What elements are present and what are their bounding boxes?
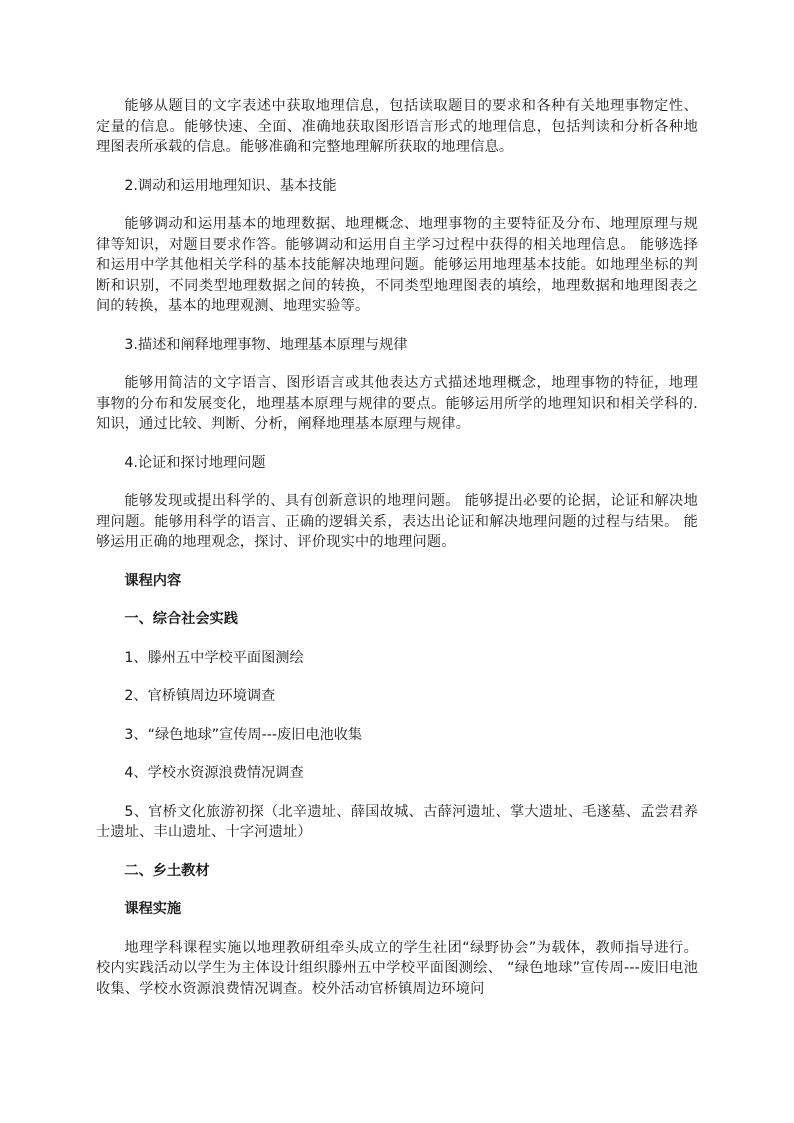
subheading-4: 4.论证和探讨地理问题 xyxy=(124,454,266,471)
paragraph-knowledge-skills: 能够调动和运用基本的地理数据、地理概念、地理事物的主要特征及分布、地理原理与规律等知识，对题目要求作答。能够调动和运用自主学习过程中获得的相关地理信息。 能够选择和运用中学其他相关学科的基本技能解决地理问题。能够运用地理基本技能。如地理坐标的判断和识别，不同类型地理数据之间的转换，不同类型地理图表的填绘，地理数据和地理图表之间的转换，基本的地理观测、地理实验等。 xyxy=(96,216,698,314)
paragraph-info-acquisition: 能够从题目的文字表述中获取地理信息，包括读取题目的要求和各种有关地理事物定性、定量的信息。能够快速、全面、准确地获取图形语言形式的地理信息，包括判读和分析各种地理图表所承载的信息。能够准确和完整地理解所获取的地理信息。 xyxy=(96,98,698,155)
paragraph-argue-explore: 能够发现或提出科学的、具有创新意识的地理问题。 能够提出必要的论据，论证和解决地理问题。能够用科学的语言、正确的逻辑关系，表达出论证和解决地理问题的过程与结果。 能够运用正确的地理观念，探讨、评价现实中的地理问题。 xyxy=(96,493,698,550)
heading-local-textbook: 二、乡土教材 xyxy=(124,862,210,879)
heading-course-content: 课程内容 xyxy=(124,572,182,589)
document-page xyxy=(96,96,698,1017)
subheading-3: 3.描述和阐释地理事物、地理基本原理与规律 xyxy=(124,336,408,353)
list-item: 5、官桥文化旅游初探（北辛遗址、薛国故城、古薛河遗址、掌大遗址、毛遂墓、孟尝君养士遗址、丰山遗址、十字河遗址） xyxy=(96,803,698,840)
list-item: 2、官桥镇周边环境调查 xyxy=(124,688,276,704)
list-item: 4、学校水资源浪费情况调查 xyxy=(124,765,304,781)
heading-social-practice: 一、综合社会实践 xyxy=(124,611,238,627)
paragraph-describe-explain: 能够用简洁的文字语言、图形语言或其他表达方式描述地理概念，地理事物的特征，地理事物的分布和发展变化，地理基本原理与规律的要点。能够运用所学的地理知识和相关学科的.知识，通过比较、判断、分析，阐释地理基本原理与规律。 xyxy=(96,375,698,432)
subheading-2: 2.调动和运用地理知识、基本技能 xyxy=(124,177,337,194)
heading-implementation: 课程实施 xyxy=(124,901,182,917)
list-item: 1、滕州五中学校平面图测绘 xyxy=(124,649,304,666)
list-item: 3、“绿色地球”宣传周---废旧电池收集 xyxy=(124,726,363,743)
paragraph-implementation: 地理学科课程实施以地理教研组牵头成立的学生社团“绿野协会”为载体，教师指导进行。校内实践活动以学生为主体设计组织滕州五中学校平面图测绘、 “绿色地球”宣传周---废旧电池收集、学校水资源浪费情况调查。校外活动官桥镇周边环境问 xyxy=(96,939,698,997)
